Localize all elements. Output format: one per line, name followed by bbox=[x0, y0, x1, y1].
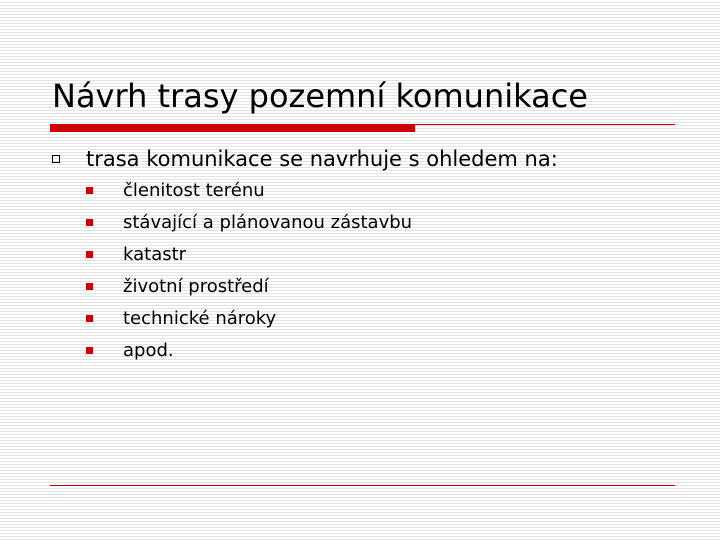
red-square-bullet-icon bbox=[86, 315, 93, 322]
list-item-text: životní prostředí bbox=[123, 275, 269, 297]
hollow-square-bullet-icon bbox=[52, 155, 60, 163]
red-square-bullet-icon bbox=[86, 347, 93, 354]
list-item-text: katastr bbox=[123, 243, 187, 265]
list-item-text: členitost terénu bbox=[123, 179, 265, 201]
red-square-bullet-icon bbox=[86, 187, 93, 194]
list-item bbox=[86, 238, 412, 270]
list-item-text: apod. bbox=[123, 339, 174, 361]
main-bullet-point bbox=[50, 143, 558, 175]
list-item bbox=[86, 334, 412, 366]
footer-rule bbox=[50, 485, 675, 486]
red-square-bullet-icon bbox=[86, 219, 93, 226]
sub-bullet-list bbox=[86, 174, 412, 366]
list-item bbox=[86, 302, 412, 334]
list-item bbox=[86, 206, 412, 238]
title-underline-thick bbox=[50, 124, 415, 132]
main-bullet-text: trasa komunikace se navrhuje s ohledem na: bbox=[86, 147, 558, 171]
list-item bbox=[86, 174, 412, 206]
red-square-bullet-icon bbox=[86, 251, 93, 258]
title-underline-thin bbox=[415, 124, 675, 125]
list-item-text: stávající a plánovanou zástavbu bbox=[123, 211, 413, 233]
slide-title: Návrh trasy pozemní komunikace bbox=[52, 77, 588, 115]
list-item-text: technické nároky bbox=[123, 307, 277, 329]
list-item bbox=[86, 270, 412, 302]
red-square-bullet-icon bbox=[86, 283, 93, 290]
